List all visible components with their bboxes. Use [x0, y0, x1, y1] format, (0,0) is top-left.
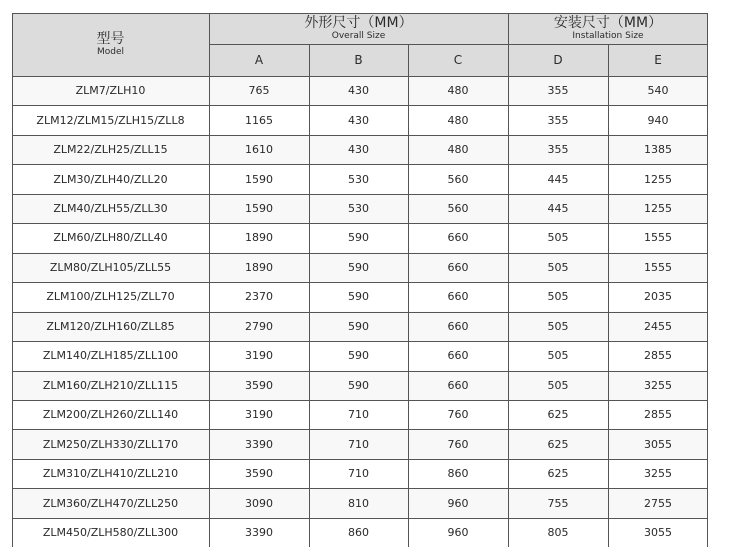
cell-c: 560 — [447, 172, 469, 186]
cell-b: 710 — [348, 437, 369, 451]
cell-e: 3255 — [644, 378, 672, 392]
cell-e: 940 — [647, 113, 669, 127]
cell-model: ZLM12/ZLM15/ZLH15/ZLL8 — [36, 113, 185, 127]
cell-c: 480 — [447, 113, 469, 127]
cell-a: 3390 — [245, 437, 273, 451]
cell-b: 590 — [348, 319, 369, 333]
cell-c: 660 — [447, 290, 469, 304]
cell-d: 505 — [547, 260, 569, 274]
col-header-e: E — [654, 53, 662, 67]
cell-d: 625 — [547, 467, 569, 481]
cell-b: 430 — [348, 84, 369, 98]
cell-b: 590 — [348, 260, 369, 274]
model-header-en: Model — [96, 47, 125, 57]
cell-e: 2855 — [644, 408, 672, 422]
cell-b: 430 — [348, 113, 369, 127]
model-header — [12, 13, 209, 76]
col-header-a: A — [254, 53, 264, 67]
cell-e: 1555 — [644, 231, 672, 245]
cell-a: 3390 — [245, 525, 273, 539]
cell-b: 590 — [348, 231, 369, 245]
cell-a: 1590 — [245, 202, 273, 216]
cell-a: 1590 — [245, 172, 273, 186]
cell-model: ZLM310/ZLH410/ZLL210 — [42, 467, 179, 481]
cell-d: 805 — [547, 525, 569, 539]
overall-size-header — [209, 13, 508, 44]
cell-d: 505 — [547, 349, 569, 363]
cell-b: 430 — [348, 143, 369, 157]
cell-c: 760 — [447, 437, 469, 451]
cell-d: 625 — [547, 437, 569, 451]
cell-d: 505 — [547, 290, 569, 304]
cell-a: 765 — [248, 84, 270, 98]
cell-a: 3590 — [245, 467, 273, 481]
cell-c: 960 — [447, 525, 469, 539]
installation-size-header-zh: 安装尺寸（MM） — [553, 15, 663, 31]
cell-model: ZLM160/ZLH210/ZLL115 — [42, 378, 179, 392]
cell-d: 505 — [547, 319, 569, 333]
cell-model: ZLM120/ZLH160/ZLL85 — [46, 319, 175, 333]
cell-b: 710 — [348, 408, 369, 422]
cell-model: ZLM200/ZLH260/ZLL140 — [42, 408, 179, 422]
cell-b: 860 — [348, 525, 369, 539]
cell-e: 2035 — [644, 290, 672, 304]
cell-c: 660 — [447, 378, 469, 392]
cell-d: 755 — [547, 496, 569, 510]
cell-e: 3255 — [644, 467, 672, 481]
cell-d: 355 — [547, 113, 569, 127]
cell-e: 540 — [647, 84, 669, 98]
cell-a: 1165 — [245, 113, 273, 127]
cell-e: 1255 — [644, 202, 672, 216]
cell-b: 590 — [348, 290, 369, 304]
cell-c: 480 — [447, 84, 469, 98]
cell-c: 660 — [447, 260, 469, 274]
model-header-zh: 型号 — [96, 31, 125, 47]
cell-a: 2370 — [245, 290, 273, 304]
cell-model: ZLM250/ZLH330/ZLL170 — [42, 437, 179, 451]
cell-c: 480 — [447, 143, 469, 157]
cell-c: 660 — [447, 349, 469, 363]
cell-d: 355 — [547, 143, 569, 157]
cell-model: ZLM30/ZLH40/ZLL20 — [53, 172, 168, 186]
cell-model: ZLM40/ZLH55/ZLL30 — [53, 202, 168, 216]
overall-size-header-zh: 外形尺寸（MM） — [304, 15, 413, 31]
cell-e: 2755 — [644, 496, 672, 510]
overall-size-header-en: Overall Size — [331, 31, 386, 41]
cell-e: 2455 — [644, 319, 672, 333]
cell-a: 3090 — [245, 496, 273, 510]
cell-a: 1610 — [245, 143, 273, 157]
cell-c: 660 — [447, 231, 469, 245]
cell-c: 660 — [447, 319, 469, 333]
cell-b: 710 — [348, 467, 369, 481]
cell-b: 810 — [348, 496, 369, 510]
cell-d: 445 — [547, 172, 569, 186]
cell-c: 860 — [447, 467, 469, 481]
cell-c: 960 — [447, 496, 469, 510]
cell-c: 760 — [447, 408, 469, 422]
cell-e: 3055 — [644, 437, 672, 451]
cell-model: ZLM100/ZLH125/ZLL70 — [46, 290, 175, 304]
cell-e: 2855 — [644, 349, 672, 363]
cell-e: 3055 — [644, 525, 672, 539]
cell-c: 560 — [447, 202, 469, 216]
cell-a: 3190 — [245, 408, 273, 422]
cell-a: 3590 — [245, 378, 273, 392]
cell-a: 1890 — [245, 260, 273, 274]
cell-model: ZLM140/ZLH185/ZLL100 — [42, 349, 179, 363]
cell-d: 505 — [547, 378, 569, 392]
cell-b: 530 — [348, 172, 369, 186]
cell-model: ZLM450/ZLH580/ZLL300 — [42, 525, 179, 539]
cell-a: 2790 — [245, 319, 273, 333]
cell-b: 590 — [348, 378, 369, 392]
cell-b: 590 — [348, 349, 369, 363]
cell-a: 3190 — [245, 349, 273, 363]
cell-d: 355 — [547, 84, 569, 98]
cell-model: ZLM60/ZLH80/ZLL40 — [53, 231, 168, 245]
cell-model: ZLM360/ZLH470/ZLL250 — [42, 496, 179, 510]
col-header-d: D — [553, 53, 563, 67]
installation-size-header-en: Installation Size — [572, 31, 644, 41]
col-header-b: B — [354, 53, 363, 67]
spec-table — [12, 13, 708, 547]
cell-model: ZLM7/ZLH10 — [75, 84, 146, 98]
cell-e: 1255 — [644, 172, 672, 186]
cell-model: ZLM22/ZLH25/ZLL15 — [53, 143, 168, 157]
cell-d: 625 — [547, 408, 569, 422]
cell-a: 1890 — [245, 231, 273, 245]
cell-e: 1385 — [644, 143, 672, 157]
cell-e: 1555 — [644, 260, 672, 274]
cell-d: 505 — [547, 231, 569, 245]
installation-size-header — [508, 13, 708, 44]
cell-b: 530 — [348, 202, 369, 216]
col-header-c: C — [453, 53, 463, 67]
cell-d: 445 — [547, 202, 569, 216]
cell-model: ZLM80/ZLH105/ZLL55 — [49, 260, 172, 274]
